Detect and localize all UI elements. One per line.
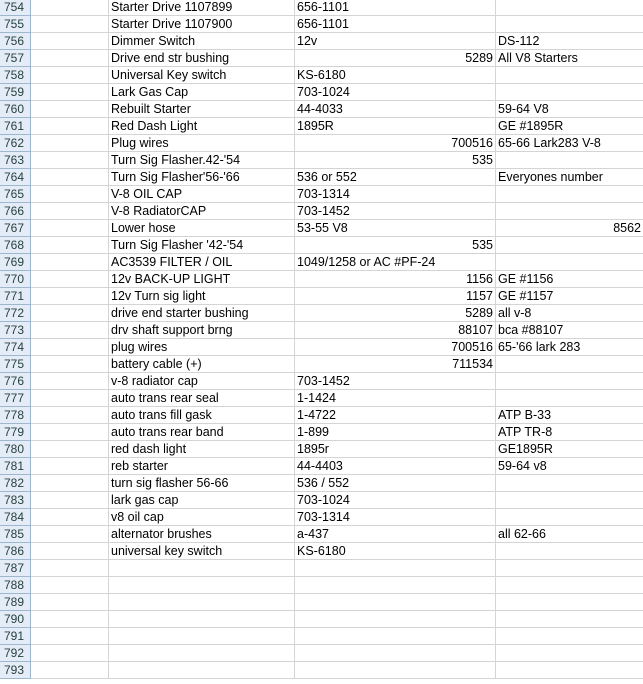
cell-notes[interactable] [496, 390, 643, 407]
table-row [0, 271, 643, 288]
cell-part-number[interactable]: 1157 [295, 288, 496, 305]
cell-col-a[interactable] [31, 628, 109, 645]
cell-notes[interactable]: 8562 [496, 220, 643, 237]
cell-part-number[interactable]: 656-1101 [295, 16, 496, 33]
table-row [0, 288, 643, 305]
cell-part-name[interactable]: alternator brushes [109, 526, 295, 543]
table-row [0, 237, 643, 254]
cell-part-number[interactable]: 1-4722 [295, 407, 496, 424]
cell-col-a[interactable] [31, 526, 109, 543]
table-row [0, 50, 643, 67]
cell-notes[interactable]: bca #88107 [496, 322, 643, 339]
cell-part-number[interactable]: 535 [295, 237, 496, 254]
cell-col-a[interactable] [31, 441, 109, 458]
cell-part-number[interactable]: 1-899 [295, 424, 496, 441]
table-row [0, 509, 643, 526]
cell-part-number[interactable]: 44-4403 [295, 458, 496, 475]
cell-part-name[interactable]: V-8 RadiatorCAP [109, 203, 295, 220]
row-header[interactable]: 775 [0, 356, 31, 373]
cell-col-a[interactable] [31, 611, 109, 628]
row-header[interactable]: 786 [0, 543, 31, 560]
table-row [0, 16, 643, 33]
cell-col-a[interactable] [31, 101, 109, 118]
cell-part-number[interactable]: a-437 [295, 526, 496, 543]
cell-part-name[interactable]: AC3539 FILTER / OIL [109, 254, 295, 271]
table-row [0, 356, 643, 373]
cell-part-name[interactable]: 12v Turn sig light [109, 288, 295, 305]
row-header[interactable]: 755 [0, 16, 31, 33]
cell-col-a[interactable] [31, 0, 109, 16]
cell-col-a[interactable] [31, 271, 109, 288]
cell-part-number[interactable] [295, 628, 496, 645]
cell-part-number[interactable]: 700516 [295, 135, 496, 152]
cell-col-a[interactable] [31, 254, 109, 271]
cell-col-a[interactable] [31, 339, 109, 356]
cell-notes[interactable]: 65-'66 lark 283 [496, 339, 643, 356]
row-header[interactable]: 768 [0, 237, 31, 254]
row-header[interactable]: 762 [0, 135, 31, 152]
table-row [0, 33, 643, 50]
cell-col-a[interactable] [31, 424, 109, 441]
cell-notes[interactable]: ATP B-33 [496, 407, 643, 424]
cell-part-name[interactable]: 12v BACK-UP LIGHT [109, 271, 295, 288]
cell-part-number[interactable]: KS-6180 [295, 543, 496, 560]
cell-part-name[interactable] [109, 611, 295, 628]
table-row [0, 322, 643, 339]
cell-notes[interactable] [496, 16, 643, 33]
row-header[interactable]: 765 [0, 186, 31, 203]
cell-part-number[interactable]: 5289 [295, 305, 496, 322]
row-header[interactable]: 770 [0, 271, 31, 288]
row-header[interactable]: 789 [0, 594, 31, 611]
row-header[interactable]: 766 [0, 203, 31, 220]
cell-part-number[interactable]: 5289 [295, 50, 496, 67]
row-header[interactable]: 777 [0, 390, 31, 407]
cell-col-a[interactable] [31, 577, 109, 594]
table-row [0, 373, 643, 390]
table-row [0, 441, 643, 458]
cell-notes[interactable] [496, 152, 643, 169]
cell-notes[interactable] [496, 611, 643, 628]
cell-notes[interactable]: 65-66 Lark283 V-8 [496, 135, 643, 152]
cell-part-number[interactable] [295, 577, 496, 594]
table-row [0, 169, 643, 186]
table-row [0, 645, 643, 662]
cell-part-name[interactable] [109, 628, 295, 645]
cell-col-a[interactable] [31, 356, 109, 373]
cell-part-number[interactable]: 703-1452 [295, 203, 496, 220]
cell-col-a[interactable] [31, 186, 109, 203]
cell-part-name[interactable]: Rebuilt Starter [109, 101, 295, 118]
table-row [0, 186, 643, 203]
cell-part-name[interactable] [109, 594, 295, 611]
cell-part-name[interactable]: v8 oil cap [109, 509, 295, 526]
cell-notes[interactable] [496, 509, 643, 526]
cell-part-name[interactable] [109, 662, 295, 679]
cell-part-number[interactable]: 700516 [295, 339, 496, 356]
cell-notes[interactable]: 59-64 v8 [496, 458, 643, 475]
cell-part-name[interactable]: universal key switch [109, 543, 295, 560]
row-header[interactable]: 784 [0, 509, 31, 526]
cell-col-a[interactable] [31, 390, 109, 407]
cell-notes[interactable]: all v-8 [496, 305, 643, 322]
cell-part-number[interactable]: 656-1101 [295, 0, 496, 16]
cell-notes[interactable]: ATP TR-8 [496, 424, 643, 441]
cell-part-number[interactable]: 44-4033 [295, 101, 496, 118]
row-header[interactable]: 774 [0, 339, 31, 356]
cell-col-a[interactable] [31, 84, 109, 101]
cell-part-name[interactable]: Red Dash Light [109, 118, 295, 135]
row-header[interactable]: 754 [0, 0, 31, 16]
cell-part-name[interactable]: auto trans fill gask [109, 407, 295, 424]
row-header[interactable]: 788 [0, 577, 31, 594]
cell-col-a[interactable] [31, 475, 109, 492]
cell-notes[interactable] [496, 543, 643, 560]
cell-part-name[interactable]: Drive end str bushing [109, 50, 295, 67]
cell-col-a[interactable] [31, 594, 109, 611]
cell-part-number[interactable]: 703-1024 [295, 84, 496, 101]
cell-notes[interactable] [496, 628, 643, 645]
table-row [0, 526, 643, 543]
cell-part-number[interactable]: 711534 [295, 356, 496, 373]
cell-notes[interactable] [496, 0, 643, 16]
cell-col-a[interactable] [31, 50, 109, 67]
table-row [0, 543, 643, 560]
table-row [0, 339, 643, 356]
table-row [0, 458, 643, 475]
table-row [0, 67, 643, 84]
cell-part-name[interactable]: drive end starter bushing [109, 305, 295, 322]
cell-col-a[interactable] [31, 662, 109, 679]
cell-part-name[interactable]: Starter Drive 1107900 [109, 16, 295, 33]
cell-part-name[interactable]: Dimmer Switch [109, 33, 295, 50]
cell-notes[interactable] [496, 67, 643, 84]
row-header[interactable]: 757 [0, 50, 31, 67]
cell-part-name[interactable]: V-8 OIL CAP [109, 186, 295, 203]
cell-notes[interactable] [496, 560, 643, 577]
cell-notes[interactable] [496, 186, 643, 203]
cell-part-number[interactable]: 535 [295, 152, 496, 169]
row-header[interactable]: 778 [0, 407, 31, 424]
cell-part-name[interactable]: v-8 radiator cap [109, 373, 295, 390]
cell-part-number[interactable]: 1-1424 [295, 390, 496, 407]
table-row [0, 662, 643, 679]
cell-part-number[interactable]: 703-1314 [295, 186, 496, 203]
cell-notes[interactable] [496, 84, 643, 101]
row-header[interactable]: 781 [0, 458, 31, 475]
cell-part-number[interactable]: 703-1452 [295, 373, 496, 390]
cell-col-a[interactable] [31, 645, 109, 662]
row-header[interactable]: 756 [0, 33, 31, 50]
cell-col-a[interactable] [31, 220, 109, 237]
cell-part-number[interactable] [295, 645, 496, 662]
cell-part-name[interactable]: Starter Drive 1107899 [109, 0, 295, 16]
cell-part-name[interactable]: Universal Key switch [109, 67, 295, 84]
row-header[interactable]: 758 [0, 67, 31, 84]
cell-col-a[interactable] [31, 33, 109, 50]
cell-part-name[interactable]: Plug wires [109, 135, 295, 152]
cell-part-number[interactable]: 1049/1258 or AC #PF-24 [295, 254, 496, 271]
cell-col-a[interactable] [31, 458, 109, 475]
cell-part-number[interactable] [295, 560, 496, 577]
row-header[interactable]: 785 [0, 526, 31, 543]
cell-notes[interactable] [496, 373, 643, 390]
cell-notes[interactable]: GE #1895R [496, 118, 643, 135]
table-row [0, 118, 643, 135]
row-header[interactable]: 771 [0, 288, 31, 305]
cell-part-name[interactable]: Lower hose [109, 220, 295, 237]
cell-part-name[interactable]: drv shaft support brng [109, 322, 295, 339]
table-row [0, 390, 643, 407]
table-row [0, 0, 643, 16]
cell-notes[interactable]: GE #1157 [496, 288, 643, 305]
row-header[interactable]: 791 [0, 628, 31, 645]
row-header[interactable]: 783 [0, 492, 31, 509]
table-row [0, 84, 643, 101]
row-header[interactable]: 790 [0, 611, 31, 628]
cell-notes[interactable] [496, 203, 643, 220]
table-row [0, 101, 643, 118]
cell-col-a[interactable] [31, 16, 109, 33]
row-header[interactable]: 782 [0, 475, 31, 492]
cell-part-number[interactable]: 536 or 552 [295, 169, 496, 186]
table-row [0, 152, 643, 169]
cell-col-a[interactable] [31, 322, 109, 339]
table-row [0, 560, 643, 577]
table-row [0, 577, 643, 594]
cell-col-a[interactable] [31, 509, 109, 526]
cell-col-a[interactable] [31, 407, 109, 424]
cell-part-name[interactable]: Turn Sig Flasher '42-'54 [109, 237, 295, 254]
row-header[interactable]: 772 [0, 305, 31, 322]
cell-part-name[interactable]: lark gas cap [109, 492, 295, 509]
cell-part-name[interactable] [109, 577, 295, 594]
cell-part-name[interactable]: auto trans rear seal [109, 390, 295, 407]
table-row [0, 611, 643, 628]
cell-part-name[interactable]: auto trans rear band [109, 424, 295, 441]
table-row [0, 628, 643, 645]
cell-part-name[interactable]: Lark Gas Cap [109, 84, 295, 101]
cell-part-name[interactable]: reb starter [109, 458, 295, 475]
row-header[interactable]: 767 [0, 220, 31, 237]
row-header[interactable]: 779 [0, 424, 31, 441]
cell-notes[interactable] [496, 492, 643, 509]
cell-col-a[interactable] [31, 288, 109, 305]
row-header[interactable]: 773 [0, 322, 31, 339]
cell-notes[interactable]: all 62-66 [496, 526, 643, 543]
cell-notes[interactable] [496, 254, 643, 271]
table-row [0, 424, 643, 441]
cell-notes[interactable]: All V8 Starters [496, 50, 643, 67]
cell-part-name[interactable]: Turn Sig Flasher'56-'66 [109, 169, 295, 186]
table-row [0, 594, 643, 611]
cell-col-a[interactable] [31, 560, 109, 577]
cell-part-name[interactable] [109, 645, 295, 662]
cell-part-number[interactable] [295, 594, 496, 611]
cell-col-a[interactable] [31, 169, 109, 186]
row-header[interactable]: 759 [0, 84, 31, 101]
row-header[interactable]: 792 [0, 645, 31, 662]
cell-part-name[interactable]: battery cable (+) [109, 356, 295, 373]
row-header[interactable]: 760 [0, 101, 31, 118]
cell-notes[interactable] [496, 662, 643, 679]
cell-col-a[interactable] [31, 135, 109, 152]
cell-part-number[interactable]: 53-55 V8 [295, 220, 496, 237]
cell-part-name[interactable] [109, 560, 295, 577]
cell-part-name[interactable]: red dash light [109, 441, 295, 458]
cell-col-a[interactable] [31, 203, 109, 220]
cell-part-number[interactable]: 1156 [295, 271, 496, 288]
cell-part-number[interactable]: 703-1314 [295, 509, 496, 526]
cell-notes[interactable]: GE #1156 [496, 271, 643, 288]
cell-notes[interactable] [496, 356, 643, 373]
cell-part-name[interactable]: plug wires [109, 339, 295, 356]
cell-part-number[interactable] [295, 662, 496, 679]
cell-col-a[interactable] [31, 373, 109, 390]
cell-col-a[interactable] [31, 492, 109, 509]
row-header[interactable]: 761 [0, 118, 31, 135]
cell-col-a[interactable] [31, 237, 109, 254]
row-header[interactable]: 763 [0, 152, 31, 169]
cell-notes[interactable] [496, 475, 643, 492]
cell-part-number[interactable]: 536 / 552 [295, 475, 496, 492]
table-row [0, 407, 643, 424]
cell-notes[interactable]: Everyones number [496, 169, 643, 186]
cell-notes[interactable]: 59-64 V8 [496, 101, 643, 118]
cell-part-number[interactable]: 1895r [295, 441, 496, 458]
cell-part-number[interactable]: KS-6180 [295, 67, 496, 84]
cell-notes[interactable]: DS-112 [496, 33, 643, 50]
cell-part-number[interactable]: 12v [295, 33, 496, 50]
table-row [0, 305, 643, 322]
cell-notes[interactable] [496, 645, 643, 662]
row-header[interactable]: 776 [0, 373, 31, 390]
cell-col-a[interactable] [31, 67, 109, 84]
cell-col-a[interactable] [31, 118, 109, 135]
table-row [0, 203, 643, 220]
row-header[interactable]: 793 [0, 662, 31, 679]
table-row [0, 492, 643, 509]
cell-col-a[interactable] [31, 543, 109, 560]
table-row [0, 475, 643, 492]
row-header[interactable]: 787 [0, 560, 31, 577]
table-row [0, 135, 643, 152]
cell-notes[interactable] [496, 577, 643, 594]
cell-col-a[interactable] [31, 305, 109, 322]
cell-part-number[interactable]: 703-1024 [295, 492, 496, 509]
cell-part-name[interactable]: Turn Sig Flasher.42-'54 [109, 152, 295, 169]
row-header[interactable]: 769 [0, 254, 31, 271]
cell-part-number[interactable]: 88107 [295, 322, 496, 339]
cell-part-name[interactable]: turn sig flasher 56-66 [109, 475, 295, 492]
row-header[interactable]: 764 [0, 169, 31, 186]
cell-notes[interactable] [496, 237, 643, 254]
cell-notes[interactable]: GE1895R [496, 441, 643, 458]
cell-part-number[interactable]: 1895R [295, 118, 496, 135]
cell-part-number[interactable] [295, 611, 496, 628]
row-header[interactable]: 780 [0, 441, 31, 458]
cell-col-a[interactable] [31, 152, 109, 169]
cell-notes[interactable] [496, 594, 643, 611]
table-row [0, 220, 643, 237]
table-row [0, 254, 643, 271]
